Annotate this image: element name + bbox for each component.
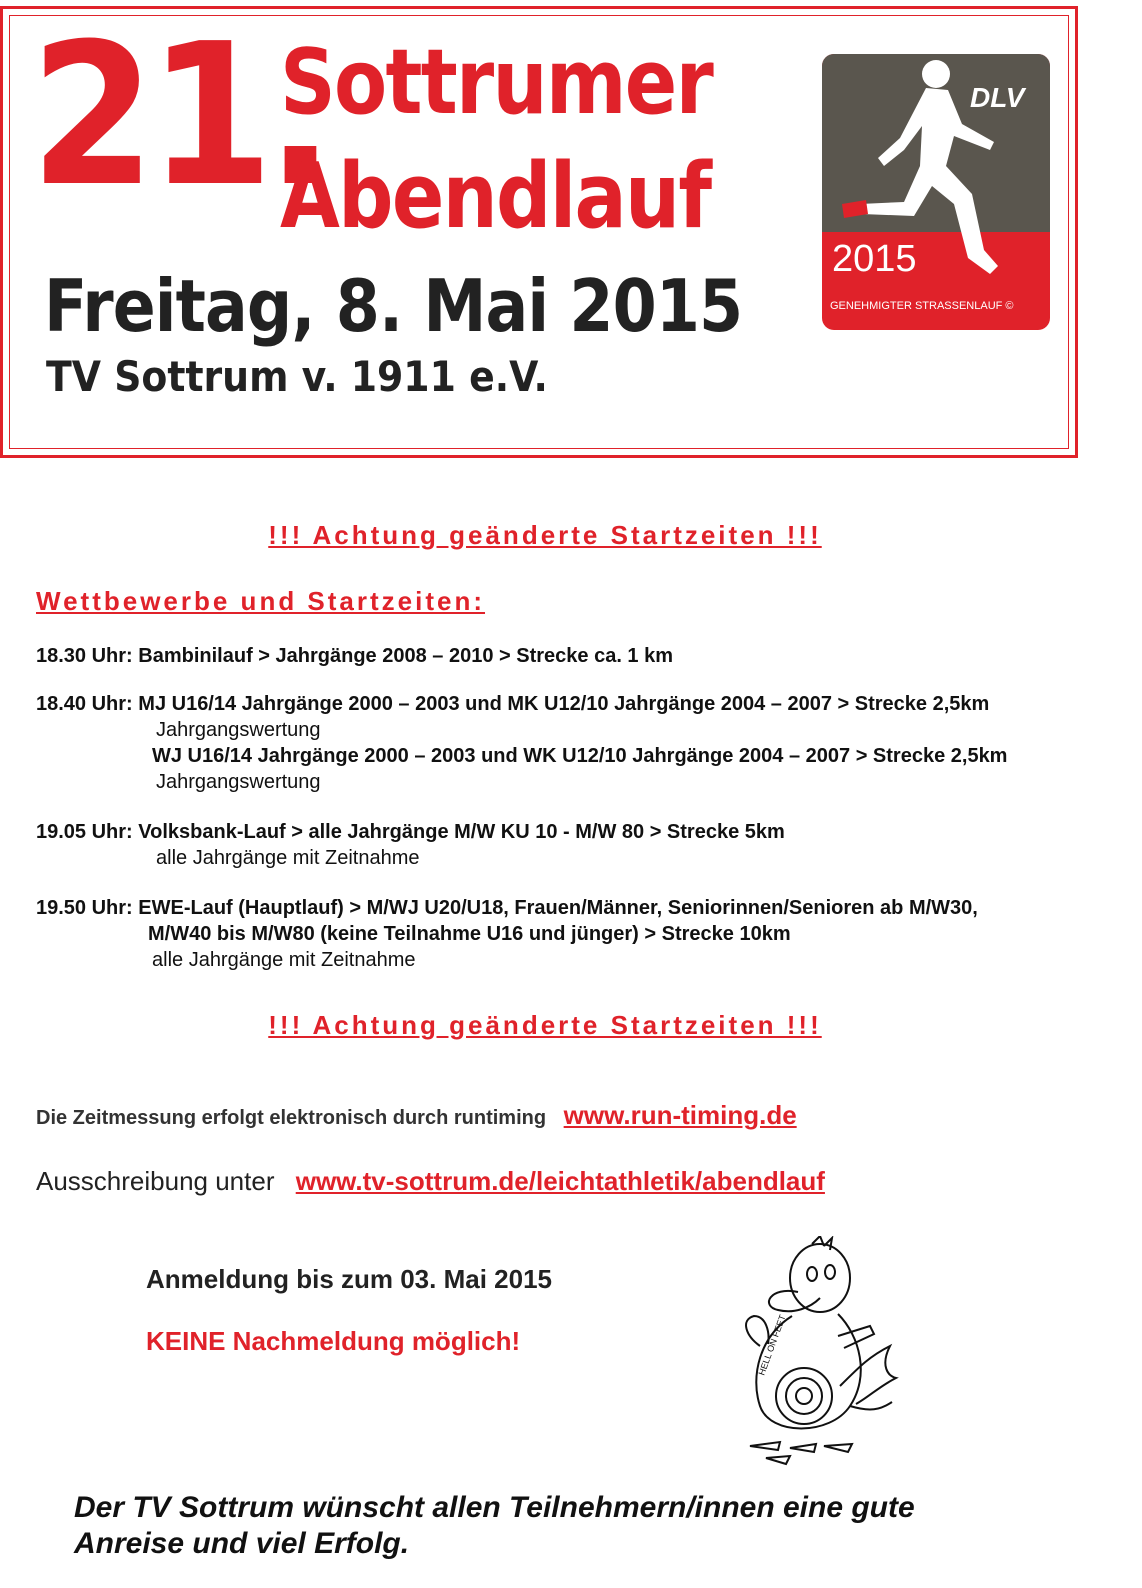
race-entry [36, 694, 989, 714]
dlv-logo: DLV [970, 82, 1025, 113]
closing-line-2: Anreise und viel Erfolg. [74, 1527, 410, 1560]
timing-text: Die Zeitmessung erfolgt elektronisch durch runtiming [36, 1107, 547, 1129]
duck-lettering: HELL ON FEET [756, 1313, 788, 1377]
race-note: alle Jahrgänge mit Zeitnahme [156, 847, 420, 869]
event-title-line1: Sottrumer [280, 30, 713, 135]
timing-info [36, 1100, 797, 1131]
run-timing-link[interactable]: www.run-timing.de [563, 1100, 797, 1130]
warning-banner-bottom: !!! Achtung geänderte Startzeiten !!! [268, 1010, 822, 1040]
edition-number: 21. [30, 2, 328, 230]
race-time: 18.40 Uhr: [36, 693, 133, 715]
race-description-2: M/W40 bis M/W80 (keine Teilnahme U16 und jünger) > Strecke 10km [148, 923, 791, 945]
race-description-2: WJ U16/14 Jahrgänge 2000 – 2003 und WK U12/10 Jahrgänge 2004 – 2007 > Strecke 2,5km [152, 745, 1008, 767]
race-description: MJ U16/14 Jahrgänge 2000 – 2003 und MK U12/10 Jahrgänge 2004 – 2007 > Strecke 2,5km [138, 693, 990, 715]
race-time: 19.05 Uhr: [36, 821, 133, 843]
ausschreibung-text: Ausschreibung unter [36, 1166, 275, 1196]
race-note: Jahrgangswertung [156, 771, 321, 793]
badge-subtitle: GENEHMIGTER STRASSENLAUF © [830, 300, 1014, 312]
duck-cartoon-icon [720, 1236, 900, 1466]
race-description: Volksbank-Lauf > alle Jahrgänge M/W KU 10 - M/W 80 > Strecke 5km [138, 821, 785, 843]
ausschreibung-info [36, 1166, 825, 1197]
race-time: 19.50 Uhr: [36, 897, 133, 919]
race-entry [36, 898, 978, 918]
closing-message [74, 1490, 915, 1562]
no-late-registration: KEINE Nachmeldung möglich! [146, 1326, 521, 1356]
dlv-badge [822, 54, 1050, 330]
registration-deadline: Anmeldung bis zum 03. Mai 2015 [146, 1264, 552, 1294]
section-title: Wettbewerbe und Startzeiten: [36, 586, 486, 616]
race-description: Bambinilauf > Jahrgänge 2008 – 2010 > Strecke ca. 1 km [138, 645, 674, 667]
race-description: EWE-Lauf (Hauptlauf) > M/WJ U20/U18, Frauen/Männer, Seniorinnen/Senioren ab M/W30, [138, 897, 978, 919]
club-name: TV Sottrum v. 1911 e.V. [46, 352, 548, 401]
race-entry [36, 822, 785, 842]
race-note: Jahrgangswertung [156, 719, 321, 741]
event-date: Freitag, 8. Mai 2015 [44, 264, 743, 348]
ausschreibung-link[interactable]: www.tv-sottrum.de/leichtathletik/abendlauf [295, 1166, 825, 1196]
race-note: alle Jahrgänge mit Zeitnahme [152, 949, 416, 971]
event-title-line2: Abendlauf [280, 144, 711, 249]
warning-banner-top: !!! Achtung geänderte Startzeiten !!! [268, 520, 822, 550]
race-entry [36, 646, 673, 666]
race-time: 18.30 Uhr: [36, 645, 133, 667]
badge-year: 2015 [832, 238, 917, 280]
closing-line-1: Der TV Sottrum wünscht allen Teilnehmern/innen eine gute [74, 1491, 915, 1524]
